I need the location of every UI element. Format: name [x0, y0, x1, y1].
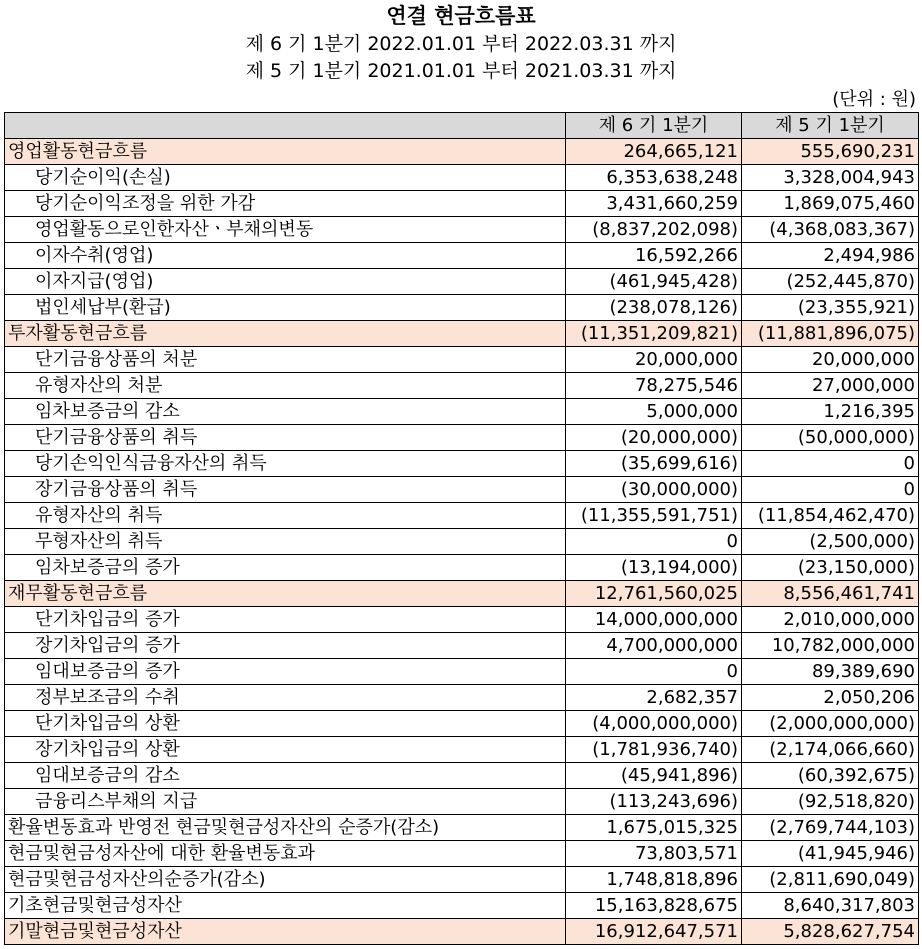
current-period-value: 4,700,000,000: [566, 633, 742, 659]
row-label: 임차보증금의 감소: [5, 399, 566, 425]
row-label: 장기금융상품의 취득: [5, 477, 566, 503]
table-row: [5, 295, 919, 321]
prior-period-value: (41,945,946): [742, 841, 919, 867]
row-label: 기말현금및현금성자산: [5, 919, 566, 945]
row-label: 유형자산의 처분: [5, 373, 566, 399]
current-period-value: 12,761,560,025: [566, 581, 742, 607]
table-row: [5, 867, 919, 893]
row-label: 현금및현금성자산에 대한 환율변동효과: [5, 841, 566, 867]
current-period-value: 0: [566, 529, 742, 555]
prior-period-value: (4,368,083,367): [742, 217, 919, 243]
table-row: [5, 321, 919, 347]
current-period-value: (45,941,896): [566, 763, 742, 789]
prior-period-value: (2,811,690,049): [742, 867, 919, 893]
table-row: [5, 191, 919, 217]
table-row: [5, 737, 919, 763]
prior-period-value: 2,494,986: [742, 243, 919, 269]
row-label: 투자활동현금흐름: [5, 321, 566, 347]
row-label: 장기차입금의 증가: [5, 633, 566, 659]
unit-label: (단위 : 원): [832, 89, 916, 110]
period-prior: 제 5 기 1분기 2021.01.01 부터 2021.03.31 까지: [245, 60, 677, 82]
table-row: [5, 503, 919, 529]
row-label: 임차보증금의 증가: [5, 555, 566, 581]
current-period-value: (11,351,209,821): [566, 321, 742, 347]
row-label: 이자지급(영업): [5, 269, 566, 295]
table-row: [5, 373, 919, 399]
header-row: [5, 113, 919, 139]
current-period-value: (113,243,696): [566, 789, 742, 815]
row-label: 금융리스부채의 지급: [5, 789, 566, 815]
table-row: [5, 139, 919, 165]
prior-period-value: (2,000,000,000): [742, 711, 919, 737]
current-period-value: 16,912,647,571: [566, 919, 742, 945]
row-label: 법인세납부(환급): [5, 295, 566, 321]
prior-period-value: 5,828,627,754: [742, 919, 919, 945]
table-row: [5, 659, 919, 685]
table-row: [5, 269, 919, 295]
table-row: [5, 399, 919, 425]
table-row: [5, 841, 919, 867]
prior-period-value: (60,392,675): [742, 763, 919, 789]
prior-period-value: 0: [742, 477, 919, 503]
current-period-value: 5,000,000: [566, 399, 742, 425]
current-period-value: (35,699,616): [566, 451, 742, 477]
row-label: 영업활동현금흐름: [5, 139, 566, 165]
row-label: 환율변동효과 반영전 현금및현금성자산의 순증가(감소): [5, 815, 566, 841]
prior-period-value: (23,150,000): [742, 555, 919, 581]
table-row: [5, 607, 919, 633]
table-row: [5, 685, 919, 711]
row-label: 임대보증금의 감소: [5, 763, 566, 789]
row-label: 단기금융상품의 취득: [5, 425, 566, 451]
current-period-value: 3,431,660,259: [566, 191, 742, 217]
row-label: 장기차입금의 상환: [5, 737, 566, 763]
statement-title: 연결 현금흐름표: [386, 4, 536, 28]
table-row: [5, 763, 919, 789]
prior-period-value: 3,328,004,943: [742, 165, 919, 191]
table-row: [5, 165, 919, 191]
current-period-value: 73,803,571: [566, 841, 742, 867]
row-label: 당기손익인식금융자산의 취득: [5, 451, 566, 477]
prior-period-value: 27,000,000: [742, 373, 919, 399]
header-label-cell: [5, 113, 566, 139]
prior-period-value: 20,000,000: [742, 347, 919, 373]
row-label: 기초현금및현금성자산: [5, 893, 566, 919]
row-label: 이자수취(영업): [5, 243, 566, 269]
prior-period-value: (2,769,744,103): [742, 815, 919, 841]
current-period-value: (461,945,428): [566, 269, 742, 295]
prior-period-value: 2,050,206: [742, 685, 919, 711]
row-label: 단기차입금의 상환: [5, 711, 566, 737]
period-current: 제 6 기 1분기 2022.01.01 부터 2022.03.31 까지: [245, 33, 677, 55]
row-label: 재무활동현금흐름: [5, 581, 566, 607]
table-row: [5, 217, 919, 243]
current-period-value: 20,000,000: [566, 347, 742, 373]
prior-period-value: 10,782,000,000: [742, 633, 919, 659]
prior-period-value: 8,556,461,741: [742, 581, 919, 607]
row-label: 정부보조금의 수취: [5, 685, 566, 711]
current-period-value: 1,748,818,896: [566, 867, 742, 893]
current-period-value: 2,682,357: [566, 685, 742, 711]
prior-period-value: 555,690,231: [742, 139, 919, 165]
current-period-value: (1,781,936,740): [566, 737, 742, 763]
row-label: 단기금융상품의 처분: [5, 347, 566, 373]
header-prior-period: 제 5 기 1분기: [742, 113, 919, 139]
cash-flow-table: [4, 112, 919, 945]
prior-period-value: (11,854,462,470): [742, 503, 919, 529]
row-label: 당기순이익(손실): [5, 165, 566, 191]
current-period-value: 16,592,266: [566, 243, 742, 269]
table-row: [5, 555, 919, 581]
table-row: [5, 425, 919, 451]
table-row: [5, 529, 919, 555]
prior-period-value: (11,881,896,075): [742, 321, 919, 347]
row-label: 단기차입금의 증가: [5, 607, 566, 633]
current-period-value: (30,000,000): [566, 477, 742, 503]
prior-period-value: (2,500,000): [742, 529, 919, 555]
table-row: [5, 451, 919, 477]
row-label: 당기순이익조정을 위한 가감: [5, 191, 566, 217]
table-row: [5, 711, 919, 737]
current-period-value: (11,355,591,751): [566, 503, 742, 529]
row-label: 무형자산의 취득: [5, 529, 566, 555]
table-row: [5, 815, 919, 841]
prior-period-value: 89,389,690: [742, 659, 919, 685]
prior-period-value: 1,869,075,460: [742, 191, 919, 217]
table-row: [5, 633, 919, 659]
table-row: [5, 919, 919, 945]
prior-period-value: (50,000,000): [742, 425, 919, 451]
table-row: [5, 581, 919, 607]
prior-period-value: (252,445,870): [742, 269, 919, 295]
current-period-value: 78,275,546: [566, 373, 742, 399]
table-row: [5, 243, 919, 269]
table-body: [5, 139, 919, 945]
prior-period-value: (23,355,921): [742, 295, 919, 321]
header-current-period: 제 6 기 1분기: [566, 113, 742, 139]
prior-period-value: (92,518,820): [742, 789, 919, 815]
row-label: 현금및현금성자산의순증가(감소): [5, 867, 566, 893]
prior-period-value: (2,174,066,660): [742, 737, 919, 763]
current-period-value: (238,078,126): [566, 295, 742, 321]
current-period-value: 15,163,828,675: [566, 893, 742, 919]
row-label: 영업활동으로인한자산ㆍ부채의변동: [5, 217, 566, 243]
table-row: [5, 893, 919, 919]
current-period-value: (4,000,000,000): [566, 711, 742, 737]
table-row: [5, 789, 919, 815]
current-period-value: 264,665,121: [566, 139, 742, 165]
prior-period-value: 1,216,395: [742, 399, 919, 425]
current-period-value: 14,000,000,000: [566, 607, 742, 633]
prior-period-value: 2,010,000,000: [742, 607, 919, 633]
current-period-value: (13,194,000): [566, 555, 742, 581]
table-row: [5, 347, 919, 373]
prior-period-value: 8,640,317,803: [742, 893, 919, 919]
prior-period-value: 0: [742, 451, 919, 477]
row-label: 임대보증금의 증가: [5, 659, 566, 685]
current-period-value: 6,353,638,248: [566, 165, 742, 191]
current-period-value: 0: [566, 659, 742, 685]
current-period-value: (8,837,202,098): [566, 217, 742, 243]
current-period-value: 1,675,015,325: [566, 815, 742, 841]
current-period-value: (20,000,000): [566, 425, 742, 451]
table-row: [5, 477, 919, 503]
row-label: 유형자산의 취득: [5, 503, 566, 529]
